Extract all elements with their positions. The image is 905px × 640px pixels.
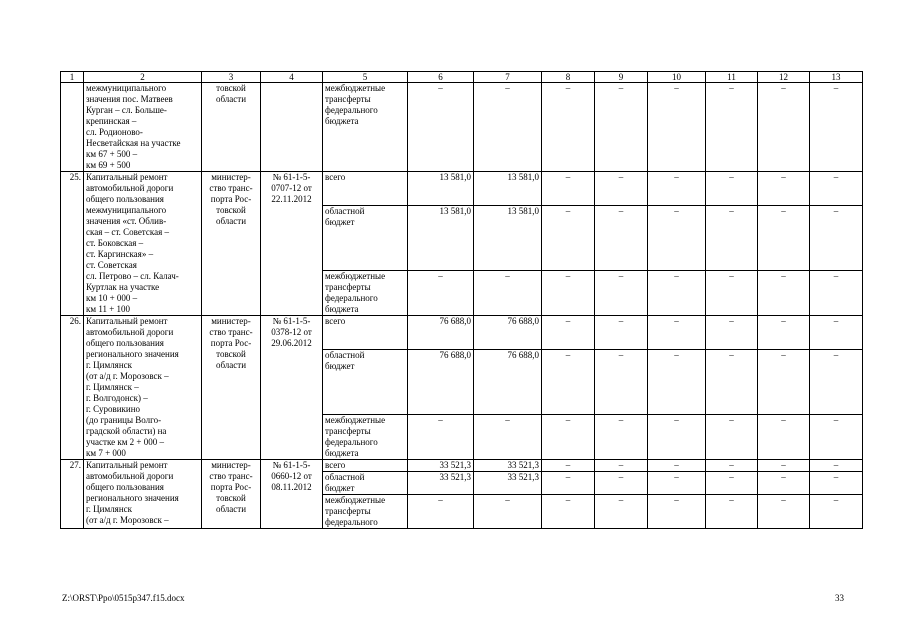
value-cell: – (474, 495, 542, 529)
value-cell: – (542, 316, 595, 350)
column-number: 3 (202, 72, 261, 83)
value-cell: – (758, 205, 810, 270)
value-cell: – (810, 205, 863, 270)
value-cell: 76 688,0 (474, 316, 542, 350)
value-cell: – (542, 472, 595, 495)
value-cell: – (648, 349, 706, 414)
entry-number: 26. (61, 316, 84, 460)
table-row (61, 460, 863, 472)
table-row (61, 316, 863, 350)
value-cell: – (810, 472, 863, 495)
value-cell: 76 688,0 (408, 316, 474, 350)
value-cell: 76 688,0 (474, 349, 542, 414)
value-cell: – (648, 172, 706, 206)
value-cell: – (648, 83, 706, 172)
value-cell: – (474, 415, 542, 460)
value-cell: – (595, 271, 648, 316)
value-cell: 13 581,0 (408, 205, 474, 270)
column-number: 4 (261, 72, 323, 83)
value-cell: – (542, 172, 595, 206)
value-cell: – (474, 83, 542, 172)
funding-source: всего (323, 172, 408, 206)
value-cell: – (595, 205, 648, 270)
value-cell: – (810, 495, 863, 529)
column-number: 12 (758, 72, 810, 83)
entry-number: 25. (61, 172, 84, 316)
value-cell: – (542, 495, 595, 529)
funding-source: межбюджетные трансферты федерального (323, 495, 408, 529)
value-cell: – (595, 472, 648, 495)
value-cell: – (758, 316, 810, 350)
value-cell: – (648, 495, 706, 529)
value-cell: – (706, 349, 758, 414)
value-cell: – (648, 316, 706, 350)
value-cell: 33 521,3 (408, 472, 474, 495)
value-cell: 13 581,0 (474, 205, 542, 270)
program-table (60, 71, 863, 529)
value-cell: – (758, 460, 810, 472)
column-number: 9 (595, 72, 648, 83)
footer-page-number: 33 (835, 593, 844, 603)
entry-number: 27. (61, 460, 84, 529)
table-row (61, 83, 863, 172)
document-ref (261, 83, 323, 172)
value-cell: – (810, 349, 863, 414)
funding-source: всего (323, 460, 408, 472)
value-cell: – (542, 271, 595, 316)
value-cell: 33 521,3 (474, 472, 542, 495)
document-page (60, 71, 842, 529)
column-number-row (61, 72, 863, 83)
object-name: Капитальный ремонт автомобильной дороги общего пользования регионального значения г. Цимлянск (от а/д г. Морозовск – (84, 460, 202, 529)
column-number: 5 (323, 72, 408, 83)
value-cell: – (810, 83, 863, 172)
object-name: межмуниципального значения пос. Матвеев Курган – сл. Больше- крепинская – сл. Родионово- Несветайская на участке км 67 + 500 – км 69 + 500 (84, 83, 202, 172)
value-cell: – (595, 460, 648, 472)
value-cell: – (542, 205, 595, 270)
column-number: 11 (706, 72, 758, 83)
funding-source: межбюджетные трансферты федерального бюджета (323, 415, 408, 460)
column-number: 13 (810, 72, 863, 83)
value-cell: – (706, 172, 758, 206)
value-cell: – (595, 415, 648, 460)
value-cell: 76 688,0 (408, 349, 474, 414)
value-cell: – (706, 472, 758, 495)
funding-source: межбюджетные трансферты федерального бюджета (323, 83, 408, 172)
value-cell: – (595, 172, 648, 206)
value-cell: 33 521,3 (474, 460, 542, 472)
responsible-body: министер- ство транс- порта Рос- товской области (202, 460, 261, 529)
value-cell: – (706, 205, 758, 270)
value-cell: – (706, 83, 758, 172)
value-cell: 13 581,0 (474, 172, 542, 206)
value-cell: – (706, 271, 758, 316)
value-cell: 13 581,0 (408, 172, 474, 206)
value-cell: – (542, 349, 595, 414)
object-name: Капитальный ремонт автомобильной дороги общего пользования межмуниципального значения «ст. Облив- ская – ст. Советская – ст. Боковская – ст. Каргинская» – ст. Советская сл. Петрово – сл. Калач- Куртлак на участке км 10 + 000 – км 11 + 100 (84, 172, 202, 316)
value-cell: – (758, 271, 810, 316)
value-cell: – (595, 349, 648, 414)
column-number: 2 (84, 72, 202, 83)
funding-source: областной бюджет (323, 349, 408, 414)
value-cell: – (408, 495, 474, 529)
footer-file-path: Z:\ORST\Ppo\0515p347.f15.docx (62, 593, 185, 603)
column-number: 6 (408, 72, 474, 83)
funding-source: областной бюджет (323, 205, 408, 270)
funding-source: межбюджетные трансферты федерального бюджета (323, 271, 408, 316)
value-cell: – (810, 415, 863, 460)
value-cell: – (706, 495, 758, 529)
table-row (61, 172, 863, 206)
value-cell: – (595, 316, 648, 350)
value-cell: – (810, 172, 863, 206)
value-cell: – (706, 316, 758, 350)
column-number: 7 (474, 72, 542, 83)
column-number: 10 (648, 72, 706, 83)
value-cell: – (758, 415, 810, 460)
value-cell: – (810, 271, 863, 316)
document-ref: № 61-1-5- 0378-12 от 29.06.2012 (261, 316, 323, 460)
document-ref: № 61-1-5- 0707-12 от 22.11.2012 (261, 172, 323, 316)
value-cell: – (648, 271, 706, 316)
value-cell: – (810, 316, 863, 350)
value-cell: – (408, 271, 474, 316)
value-cell: – (706, 415, 758, 460)
value-cell: – (542, 415, 595, 460)
value-cell: 33 521,3 (408, 460, 474, 472)
value-cell: – (758, 472, 810, 495)
value-cell: – (542, 83, 595, 172)
value-cell: – (595, 83, 648, 172)
value-cell: – (758, 349, 810, 414)
column-number: 1 (61, 72, 84, 83)
responsible-body: министер- ство транс- порта Рос- товской области (202, 316, 261, 460)
value-cell: – (474, 271, 542, 316)
value-cell: – (758, 495, 810, 529)
value-cell: – (648, 205, 706, 270)
object-name: Капитальный ремонт автомобильной дороги общего пользования регионального значения г. Цимлянск (от а/д г. Морозовск – г. Цимлянск – г. Волгодонск) – г. Суровикино (до границы Волго- градской области) на участке км 2 + 000 – км 7 + 000 (84, 316, 202, 460)
responsible-body: министер- ство транс- порта Рос- товской области (202, 172, 261, 316)
funding-source: областной бюджет (323, 472, 408, 495)
value-cell: – (758, 172, 810, 206)
value-cell: – (648, 460, 706, 472)
table-body (61, 72, 863, 529)
value-cell: – (810, 460, 863, 472)
responsible-body: товской области (202, 83, 261, 172)
value-cell: – (408, 415, 474, 460)
document-ref: № 61-1-5- 0660-12 от 08.11.2012 (261, 460, 323, 529)
column-number: 8 (542, 72, 595, 83)
entry-number (61, 83, 84, 172)
value-cell: – (648, 415, 706, 460)
funding-source: всего (323, 316, 408, 350)
value-cell: – (408, 83, 474, 172)
value-cell: – (595, 495, 648, 529)
value-cell: – (758, 83, 810, 172)
value-cell: – (706, 460, 758, 472)
value-cell: – (648, 472, 706, 495)
value-cell: – (542, 460, 595, 472)
